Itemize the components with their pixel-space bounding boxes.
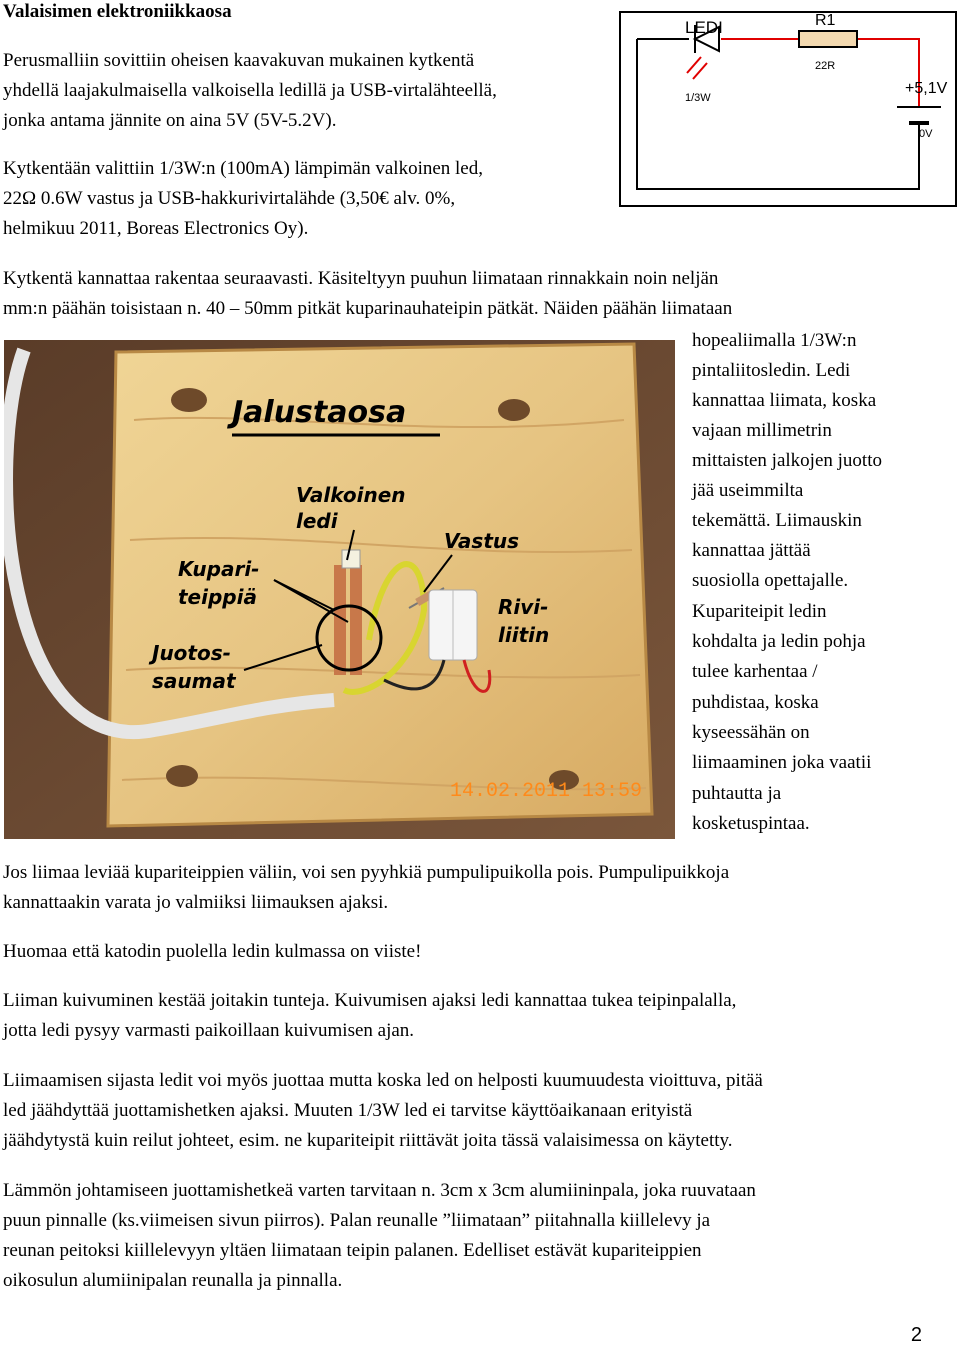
label-terminal: liitin <box>498 623 550 647</box>
label-terminal: Rivi- <box>498 595 549 619</box>
side-text-line: mittaisten jalkojen juotto <box>692 450 882 471</box>
side-text-line: kosketuspintaa. <box>692 813 810 834</box>
side-text-line: kannattaa liimata, koska <box>692 390 877 411</box>
side-text-line: pintaliitosledin. Ledi <box>692 360 851 381</box>
side-text-line: puhtautta ja <box>692 783 782 804</box>
resistor-label: R1 <box>815 12 836 29</box>
page-number: 2 <box>910 1324 922 1346</box>
intro-line: Kytkentä kannattaa rakentaa seuraavasti. Käsiteltyyn puuhun liimataan rinnakkain noin neljän <box>3 268 719 289</box>
base-photo <box>4 340 675 839</box>
side-text-line: hopealiimalla 1/3W:n <box>692 330 857 351</box>
label-led: ledi <box>296 509 338 533</box>
body-line: led jäähdyttää juottamishetken ajaksi. Muuten 1/3W led ei tarvitse käyttöaikanaan erityistä <box>3 1100 693 1121</box>
body-line: jotta ledi pysyy varmasti paikoillaan kuivumisen ajan. <box>3 1020 415 1041</box>
intro-line: Perusmalliin sovittiin oheisen kaavakuvan mukainen kytkentä <box>3 50 475 71</box>
side-text-line: tulee karhentaa / <box>692 661 818 682</box>
side-text-line: tekemättä. Liimauskin <box>692 510 862 531</box>
led-label: LEDI <box>685 18 723 37</box>
intro-line: 22Ω 0.6W vastus ja USB-hakkurivirtalähde (3,50€ alv. 0%, <box>3 188 456 209</box>
side-text-line: suosiolla opettajalle. <box>692 570 849 591</box>
body-line: puun pinnalle (ks.viimeisen sivun piirros). Palan reunalle ”liimataan” piitahnalla kiillelevy ja <box>3 1210 711 1231</box>
led-power-label: 1/3W <box>685 92 711 104</box>
side-text-line: kyseessähän on <box>692 722 810 743</box>
vzero-label: 0V <box>919 128 933 140</box>
side-text-line: puhdistaa, koska <box>692 692 819 713</box>
side-text-line: liimaaminen joka vaatii <box>692 752 872 773</box>
body-line: oikosulun alumiinipalan reunalla ja pinnalla. <box>3 1270 343 1291</box>
vplus-label: +5,1V <box>905 80 948 97</box>
label-solder: saumat <box>152 669 236 693</box>
label-led: Valkoinen <box>296 483 406 507</box>
body-line: Lämmön johtamiseen juottamishetkeä varten tarvitaan n. 3cm x 3cm alumiininpala, joka ruuvataan <box>3 1180 756 1201</box>
circuit-schematic <box>619 11 957 207</box>
intro-line: jonka antama jännite on aina 5V (5V-5.2V). <box>3 110 337 131</box>
side-text-line: Kupariteipit ledin <box>692 601 827 622</box>
page-title: Valaisimen elektroniikkaosa <box>3 1 232 22</box>
body-line: Huomaa että katodin puolella ledin kulmassa on viiste! <box>3 941 422 962</box>
body-line: kannattaakin varata jo valmiiksi liimauksen ajaksi. <box>3 892 389 913</box>
body-line: reunan peitoksi kiillelevyyn yltäen liimataan teipin palanen. Edelliset estävät kupariteippien <box>3 1240 702 1261</box>
label-copper-tape: teippiä <box>178 585 257 609</box>
side-text-line: kohdalta ja ledin pohja <box>692 631 866 652</box>
side-text-line: jää useimmilta <box>692 480 804 501</box>
body-line: jäähdytystä kuin reilut johteet, esim. ne kupariteipit riittävät joita tässä valaisimessa on käytetty. <box>3 1130 733 1151</box>
photo-title: Jalustaosa <box>232 395 407 430</box>
photo-timestamp: 14.02.2011 13:59 <box>450 780 643 803</box>
label-solder: Juotos- <box>152 641 231 665</box>
side-text-line: kannattaa jättää <box>692 540 811 561</box>
intro-line: mm:n päähän toisistaan n. 40 – 50mm pitkät kuparinauhateipin pätkät. Näiden päähän liimataan <box>3 298 733 319</box>
label-resistor: Vastus <box>444 529 520 553</box>
body-line: Liimaamisen sijasta ledit voi myös juottaa mutta koska led on helposti kuumuudesta vioittuva, pitää <box>3 1070 763 1091</box>
intro-line: yhdellä laajakulmaisella valkoisella ledillä ja USB-virtalähteellä, <box>3 80 497 101</box>
intro-line: Kytkentään valittiin 1/3W:n (100mA) lämpimän valkoinen led, <box>3 158 483 179</box>
side-text-line: vajaan millimetrin <box>692 420 832 441</box>
resistor-value: 22R <box>815 60 836 72</box>
label-copper-tape: Kupari- <box>178 557 260 581</box>
body-line: Jos liimaa leviää kupariteippien väliin, voi sen pyyhkiä pumpulipuikolla pois. Pumpulipuikkoja <box>3 862 730 883</box>
intro-line: helmikuu 2011, Boreas Electronics Oy). <box>3 218 309 239</box>
body-line: Liiman kuivuminen kestää joitakin tunteja. Kuivumisen ajaksi ledi kannattaa tukea teipinpalalla, <box>3 990 737 1011</box>
